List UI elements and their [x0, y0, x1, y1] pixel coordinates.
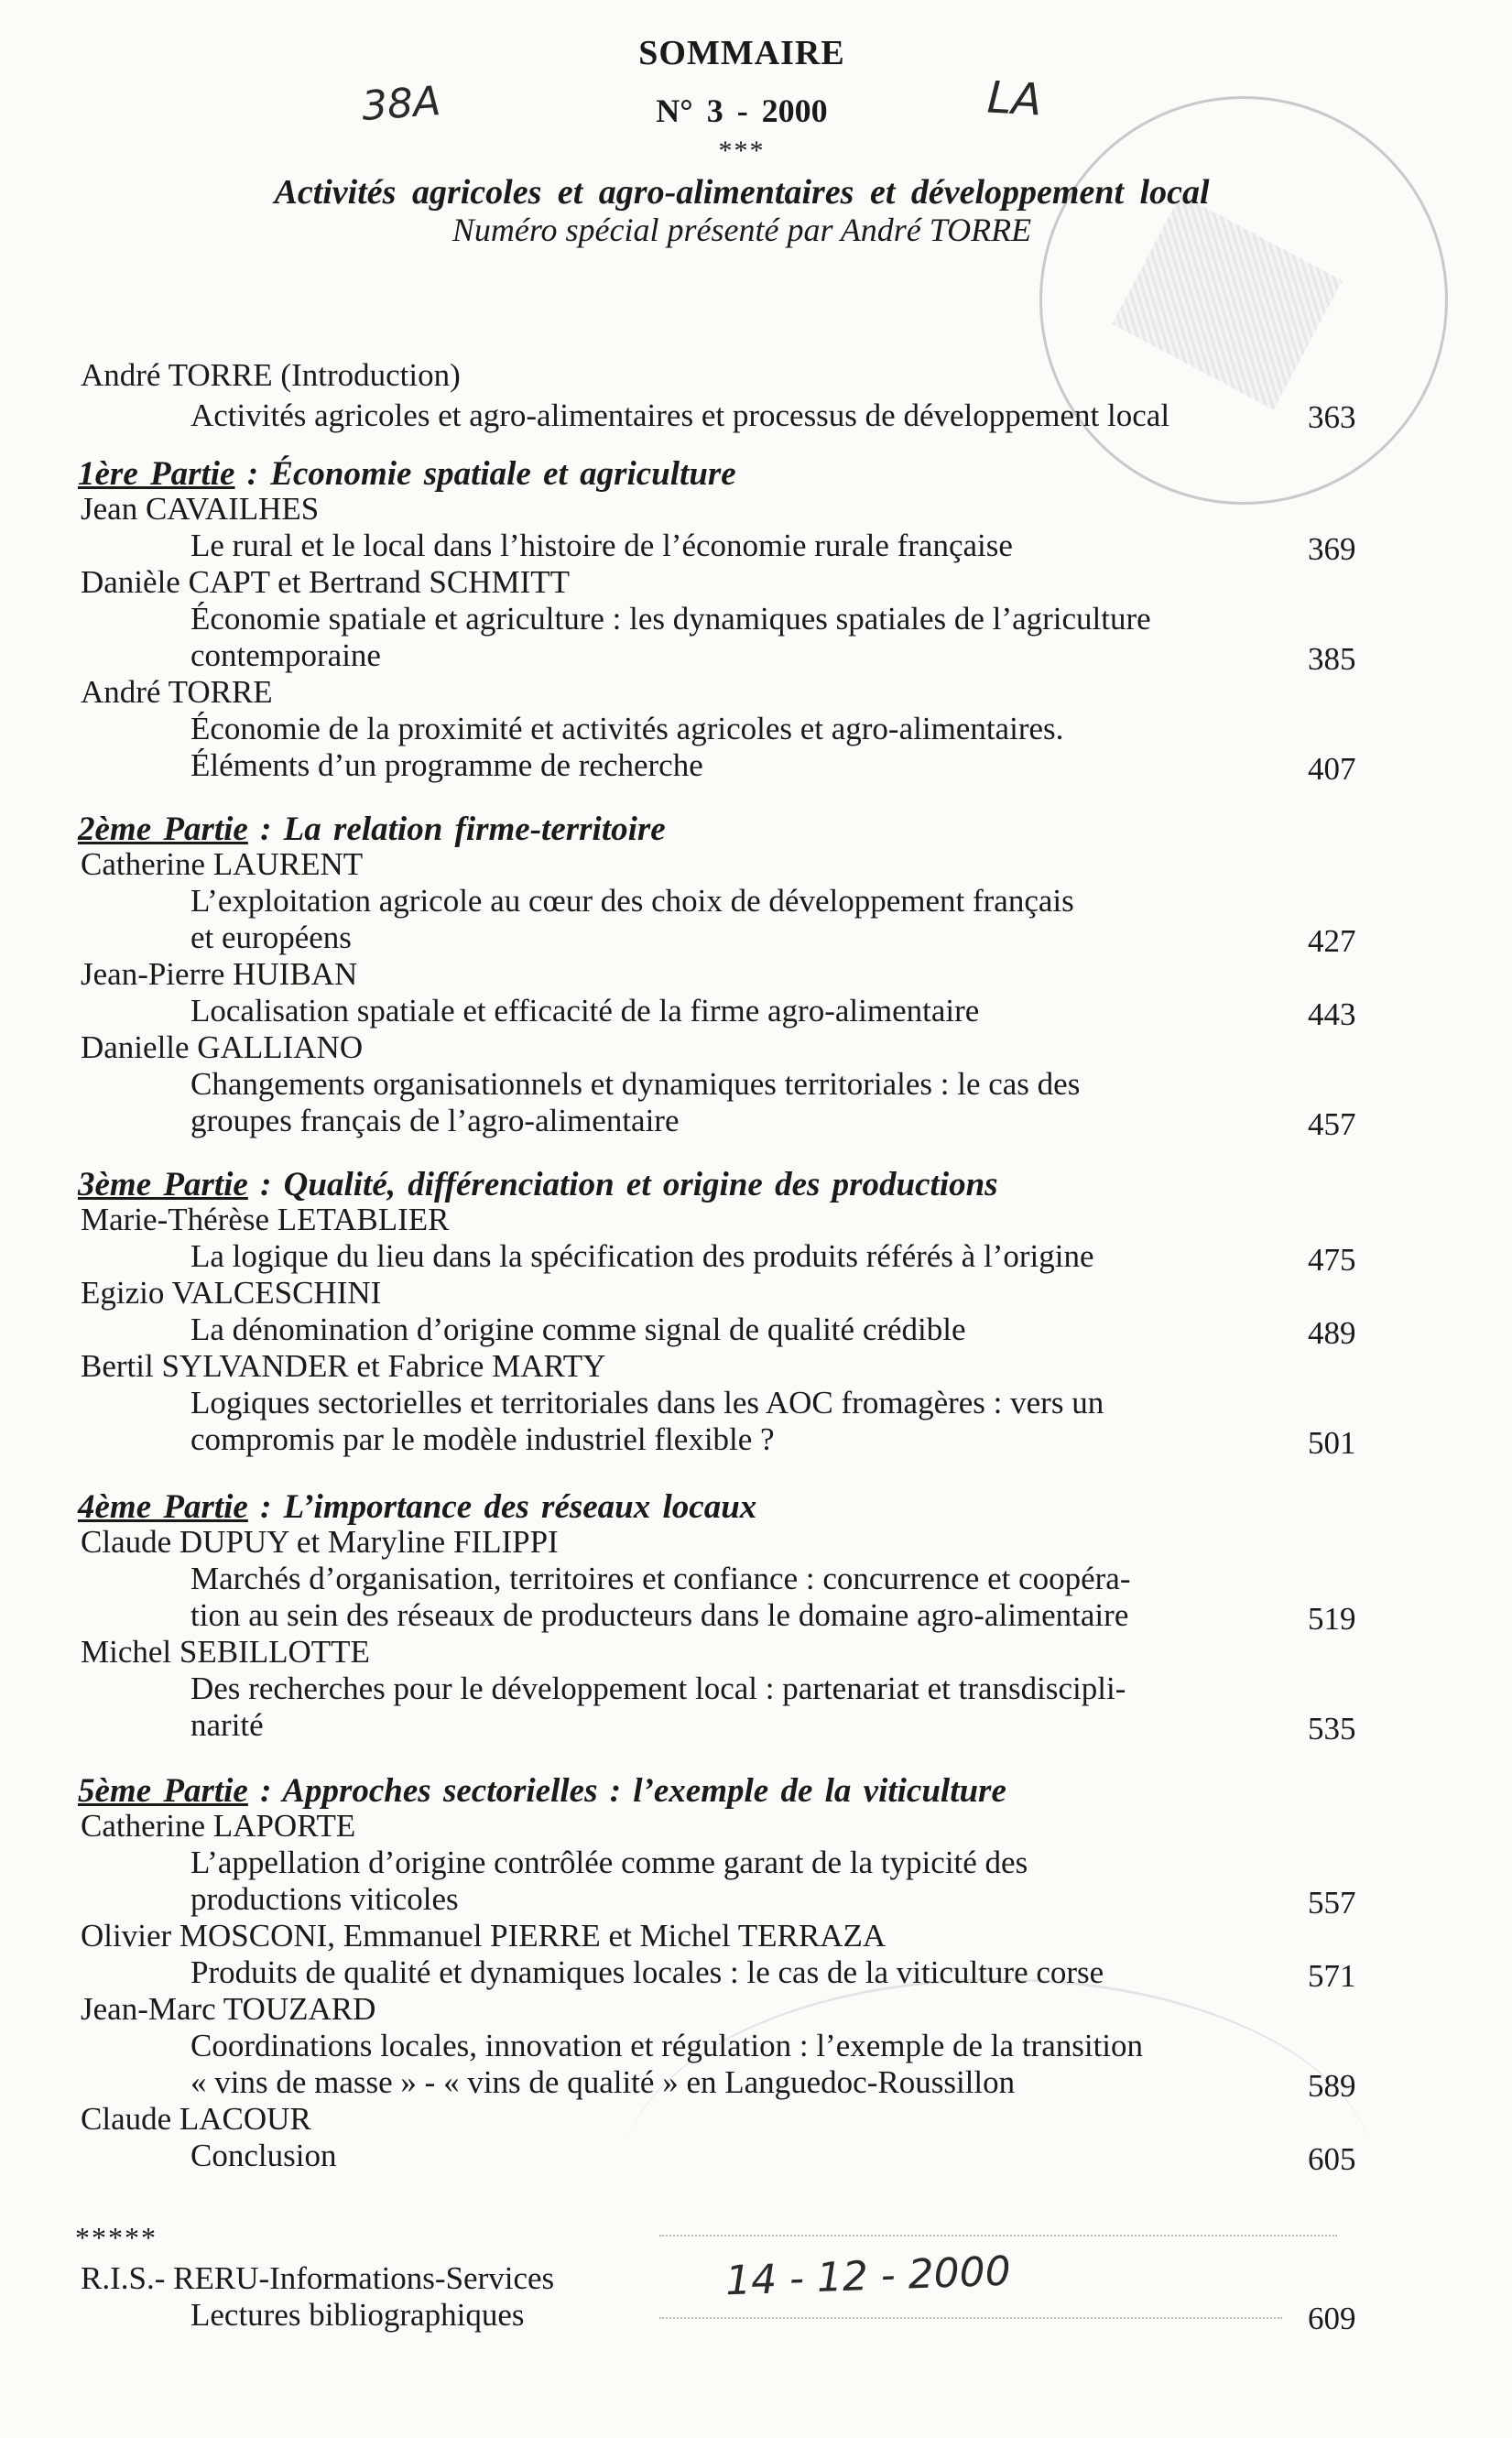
article-page: 519	[1308, 1601, 1356, 1637]
article-title-line: et européens	[190, 920, 352, 955]
part-title: : Approches sectorielles : l’exemple de la viticulture	[247, 1772, 1006, 1810]
article-page: 589	[1308, 2068, 1356, 2104]
issue-subtitle: Activités agricoles et agro-alimentaires et développement local	[274, 173, 1210, 212]
part-heading	[78, 1771, 1006, 1811]
separator-stars: ***	[718, 136, 766, 166]
article-page: 475	[1308, 1242, 1356, 1278]
handwritten-date: 14 - 12 - 2000	[724, 2248, 1012, 2305]
issue-editor: Numéro spécial présenté par André TORRE	[451, 212, 1032, 248]
article-title-line: productions viticoles	[190, 1881, 459, 1917]
article-author: Michel SEBILLOTTE	[81, 1634, 370, 1670]
article-title-line: « vins de masse » - « vins de qualité » en Languedoc-Roussillon	[190, 2064, 1016, 2100]
article-title-line: Changements organisationnels et dynamiques territoriales : le cas des	[190, 1066, 1081, 1102]
article-page: 369	[1308, 531, 1356, 567]
intro-author: André TORRE (Introduction)	[81, 357, 461, 393]
intro-title: Activités agricoles et agro-alimentaires et processus de développement local	[190, 397, 1170, 433]
article-page: 427	[1308, 923, 1356, 959]
part-heading	[78, 454, 736, 494]
article-author: Bertil SYLVANDER et Fabrice MARTY	[81, 1348, 606, 1384]
article-author: Catherine LAURENT	[81, 846, 364, 882]
article-title-line: Localisation spatiale et efficacité de la firme agro-alimentaire	[190, 993, 980, 1029]
issue-number: N° 3 - 2000	[656, 93, 828, 129]
article-author: Jean CAVAILHES	[81, 491, 320, 527]
part-heading	[78, 1165, 998, 1204]
article-title-line: L’appellation d’origine contrôlée comme garant de la typicité des	[190, 1845, 1028, 1880]
article-title-line: Produits de qualité et dynamiques locales : le cas de la viticulture corse	[190, 1954, 1104, 1990]
part-title: : Qualité, différenciation et origine des productions	[247, 1166, 998, 1203]
article-title-line: La dénomination d’origine comme signal de qualité crédible	[190, 1312, 966, 1347]
part-heading	[78, 1487, 756, 1527]
article-title-line: Économie spatiale et agriculture : les dynamiques spatiales de l’agriculture	[190, 601, 1151, 637]
footer-page: 609	[1308, 2301, 1356, 2336]
article-author: Jean-Pierre HUIBAN	[81, 956, 358, 992]
dotted-rule	[659, 2317, 1282, 2319]
article-author: Claude DUPUY et Maryline FILIPPI	[81, 1524, 559, 1560]
part-title: : Économie spatiale et agriculture	[234, 455, 736, 493]
article-author: André TORRE	[81, 674, 273, 710]
intro-page: 363	[1308, 399, 1356, 435]
article-title-line: L’exploitation agricole au cœur des choix de développement français	[190, 883, 1074, 919]
article-page: 535	[1308, 1711, 1356, 1747]
article-title-line: compromis par le modèle industriel flexible ?	[190, 1421, 775, 1457]
article-page: 407	[1308, 751, 1356, 787]
article-author: Jean-Marc TOUZARD	[81, 1991, 376, 2027]
article-title-line: contemporaine	[190, 637, 381, 673]
article-title-line: Logiques sectorielles et territoriales dans les AOC fromagères : vers un	[190, 1385, 1104, 1420]
article-title-line: La logique du lieu dans la spécification des produits référés à l’origine	[190, 1238, 1094, 1274]
part-label: 5ème Partie	[78, 1772, 248, 1810]
part-heading	[78, 810, 666, 849]
article-author: Catherine LAPORTE	[81, 1808, 356, 1844]
article-title-line: Le rural et le local dans l’histoire de l’économie rurale française	[190, 528, 1013, 563]
handwritten-note-right: LA	[985, 71, 1044, 126]
part-title: : L’importance des réseaux locaux	[247, 1488, 757, 1526]
article-page: 557	[1308, 1885, 1356, 1921]
article-author: Claude LACOUR	[81, 2101, 311, 2137]
article-title-line: Marchés d’organisation, territoires et confiance : concurrence et coopéra-	[190, 1561, 1131, 1596]
article-title-line: Conclusion	[190, 2138, 337, 2173]
handwritten-note-left: 38A	[360, 78, 442, 130]
part-title: : La relation firme-territoire	[247, 811, 666, 848]
article-title-line: Coordinations locales, innovation et régulation : l’exemple de la transition	[190, 2028, 1144, 2063]
article-author: Egizio VALCESCHINI	[81, 1275, 382, 1311]
footer-stars: *****	[75, 2221, 158, 2254]
article-author: Danielle GALLIANO	[81, 1029, 364, 1065]
part-label: 2ème Partie	[78, 811, 248, 848]
footer-author: R.I.S.- RERU-Informations-Services	[81, 2260, 555, 2296]
article-page: 501	[1308, 1425, 1356, 1461]
article-page: 605	[1308, 2141, 1356, 2177]
dotted-rule	[659, 2235, 1337, 2237]
part-label: 1ère Partie	[78, 455, 235, 493]
article-title-line: Économie de la proximité et activités agricoles et agro-alimentaires.	[190, 711, 1064, 746]
part-label: 4ème Partie	[78, 1488, 248, 1526]
footer-title: Lectures bibliographiques	[190, 2297, 525, 2333]
article-title-line: Éléments d’un programme de recherche	[190, 747, 703, 783]
article-title-line: narité	[190, 1707, 264, 1743]
article-page: 571	[1308, 1958, 1356, 1994]
page-title: SOMMAIRE	[638, 34, 845, 72]
article-author: Marie-Thérèse LETABLIER	[81, 1202, 450, 1237]
article-title-line: Des recherches pour le développement local : partenariat et transdiscipli-	[190, 1671, 1126, 1706]
article-page: 385	[1308, 641, 1356, 677]
article-title-line: tion au sein des réseaux de producteurs dans le domaine agro-alimentaire	[190, 1597, 1129, 1633]
article-page: 443	[1308, 996, 1356, 1032]
article-page: 489	[1308, 1315, 1356, 1351]
part-label: 3ème Partie	[78, 1166, 248, 1203]
article-page: 457	[1308, 1106, 1356, 1142]
article-title-line: groupes français de l’agro-alimentaire	[190, 1103, 680, 1138]
article-author: Olivier MOSCONI, Emmanuel PIERRE et Michel TERRAZA	[81, 1918, 887, 1954]
article-author: Danièle CAPT et Bertrand SCHMITT	[81, 564, 570, 600]
